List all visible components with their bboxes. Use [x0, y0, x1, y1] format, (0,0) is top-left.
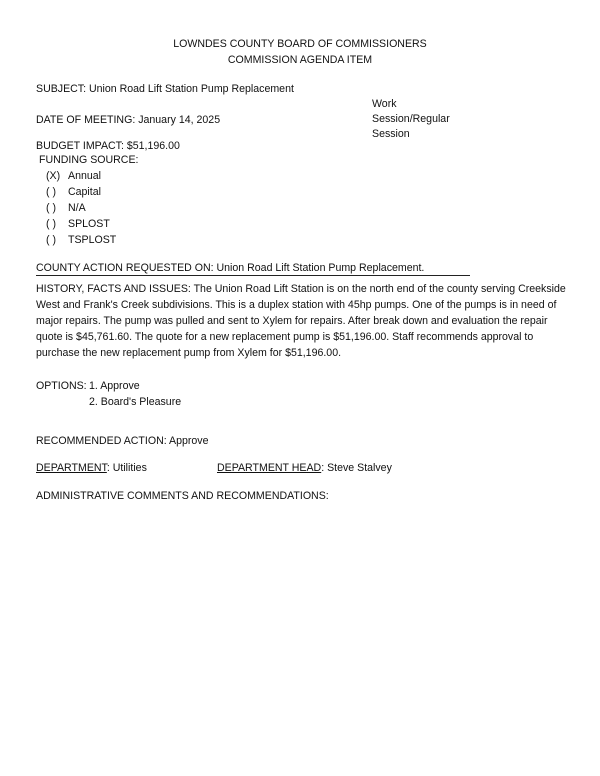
- meeting-date-line: DATE OF MEETING: January 14, 2025: [36, 114, 221, 126]
- action-requested-rule: [36, 275, 470, 276]
- recommended-action-line: RECOMMENDED ACTION: Approve: [36, 435, 209, 447]
- funding-option-label: N/A: [68, 202, 86, 214]
- session-type-line-2: Session/Regular: [372, 113, 450, 125]
- department-head-line: [217, 462, 392, 475]
- funding-option-mark: ( ): [46, 186, 56, 198]
- action-requested-line: COUNTY ACTION REQUESTED ON: Union Road Lift Station Pump Replacement.: [36, 262, 425, 274]
- funding-option-mark: (X): [46, 170, 61, 182]
- admin-comments-heading: ADMINISTRATIVE COMMENTS AND RECOMMENDATIONS:: [36, 490, 329, 502]
- department-head-value: : Steve Stalvey: [321, 462, 392, 474]
- options-label: OPTIONS:: [36, 380, 87, 392]
- funding-source-label: FUNDING SOURCE:: [39, 154, 139, 166]
- session-type-line-1: Work: [372, 98, 397, 110]
- funding-option-splost: [46, 216, 110, 232]
- department-label: DEPARTMENT: [36, 462, 107, 474]
- funding-option-label: SPLOST: [68, 218, 110, 230]
- department-value: : Utilities: [106, 462, 147, 474]
- option-item: 2. Board's Pleasure: [89, 396, 182, 408]
- department-head-label: DEPARTMENT HEAD: [217, 462, 322, 474]
- funding-option-capital: [46, 184, 101, 200]
- budget-impact-line: BUDGET IMPACT: $51,196.00: [36, 140, 180, 152]
- funding-option-na: [46, 200, 86, 216]
- funding-option-annual: [46, 168, 101, 184]
- department-line: [36, 462, 147, 475]
- funding-option-mark: ( ): [46, 202, 56, 214]
- funding-option-label: Annual: [68, 170, 101, 182]
- header-subtitle: COMMISSION AGENDA ITEM: [227, 54, 373, 66]
- funding-option-label: Capital: [68, 186, 101, 198]
- subject-line: SUBJECT: Union Road Lift Station Pump Replacement: [36, 83, 294, 95]
- funding-option-mark: ( ): [46, 218, 56, 230]
- option-item: 1. Approve: [89, 380, 140, 392]
- session-type-line-3: Session: [372, 128, 410, 140]
- history-paragraph: HISTORY, FACTS AND ISSUES: The Union Road Lift Station is on the north end of the county serving Creekside West and Frank's Creek subdivisions. This is a duplex station with 45hp pumps. One of the pumps is in need of major repairs. The pump was pulled and sent to Xylem for repairs. After break down and evaluation the repair quote is $45,761.60. The quote for a new replacement pump is $51,196.00. Staff recommends approval to purchase the new replacement pump from Xylem for $51,196.00.: [36, 283, 566, 359]
- funding-option-label: TSPLOST: [68, 234, 117, 246]
- header-title: LOWNDES COUNTY BOARD OF COMMISSIONERS: [173, 38, 427, 50]
- funding-option-mark: ( ): [46, 234, 56, 246]
- funding-option-tsplost: [46, 232, 116, 248]
